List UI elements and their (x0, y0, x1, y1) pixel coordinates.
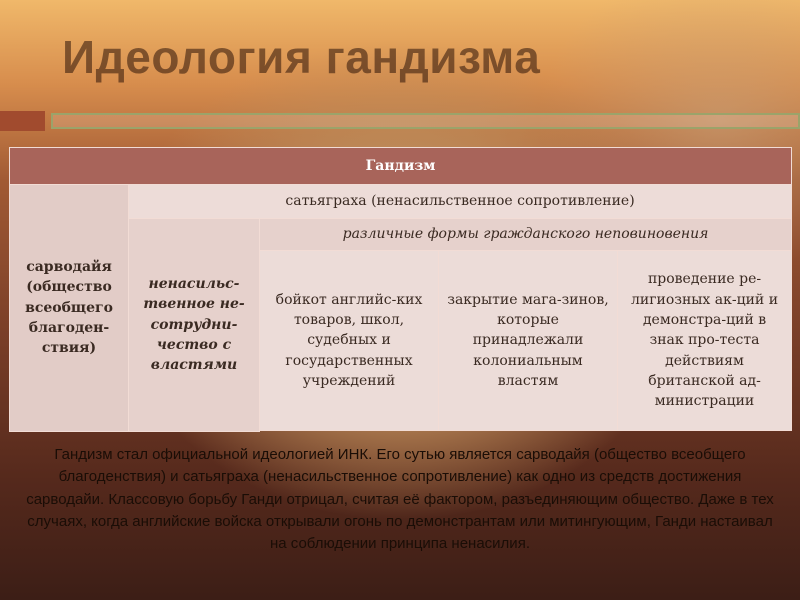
title-rule-accent (0, 111, 45, 131)
cell-sarvodaya: сарводайя (общество всеобщего благоден-ствия) (10, 185, 129, 432)
table-header: Гандизм (10, 148, 792, 185)
cell-demonstrations: проведение ре-лигиозных ак-ций и демонстра-ций в знак про-теста действиям британской ад-министрации (618, 251, 792, 431)
cell-shop-closure: закрытие мага-зинов, которые принадлежали колониальным властям (439, 251, 618, 431)
description-paragraph: Гандизм стал официальной идеологией ИНК. Его сутью является сарводайя (общество всеобщего благоденствия) и сатьяграха (ненасильственное сопротивление) как одно из средств достижения сарводайи. Классовую борьбу Ганди отрицал, считая её фактором, разъединяющим общество. Даже в тех случаях, когда английские войска открывали огонь по демонстрантам или митингующим, Ганди настаивал на соблюдении принципа ненасилия. (26, 446, 774, 553)
cell-noncooperation: ненасильс-твенное не-сотрудни-чество с властями (129, 219, 260, 432)
cell-civil-disobedience: различные формы гражданского неповиновения (260, 219, 792, 251)
gandhism-scheme-table (9, 147, 792, 432)
cell-boycott: бойкот английс-ких товаров, школ, судебных и государственных учреждений (260, 251, 439, 431)
slide-title: Идеология гандизма (62, 31, 541, 83)
cell-satyagraha: сатьяграха (ненасильственное сопротивление) (129, 185, 792, 219)
title-rule-frame (51, 113, 800, 129)
